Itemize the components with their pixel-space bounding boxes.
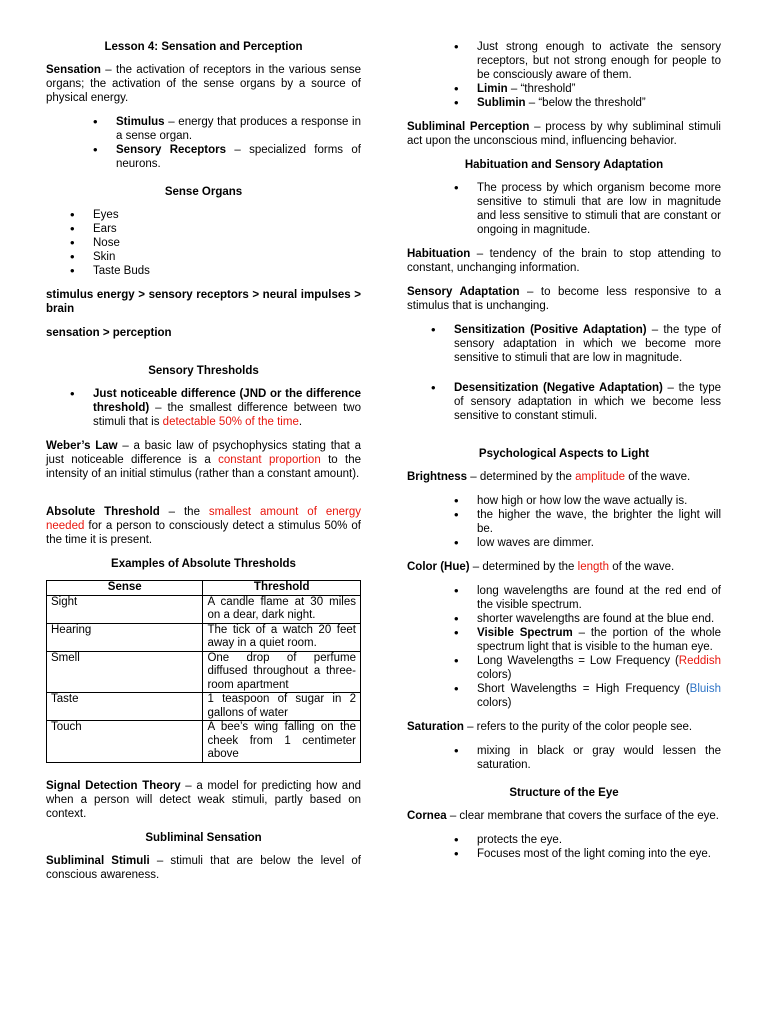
examples-heading: Examples of Absolute Thresholds — [111, 558, 296, 570]
subliminal-bullets — [407, 40, 721, 110]
habituation-definition: Habituation – tendency of the brain to stop attending to constant, unchanging information. — [407, 248, 721, 274]
sense-cell: Hearing — [47, 623, 203, 651]
sense-organs-heading: Sense Organs — [164, 186, 243, 198]
table-row — [47, 721, 361, 763]
eye-structure-heading: Structure of the Eye — [509, 787, 619, 799]
list-item: • Focuses most of the light coming into the eye. — [477, 847, 721, 861]
sense-organs-list — [46, 208, 361, 278]
cornea-bullets — [407, 833, 721, 861]
sense-cell: Taste — [47, 693, 203, 721]
stimulus-chain: stimulus energy > sensory receptors > neural impulses > brain — [46, 289, 361, 315]
list-item: • Skin — [93, 250, 361, 264]
habituation-bullets — [407, 181, 721, 237]
cornea-definition: Cornea – clear membrane that covers the surface of the eye. — [407, 810, 719, 822]
threshold-cell: A bee’s wing falling on the cheek from 1 centimeter above — [203, 721, 361, 763]
absolute-threshold: Absolute Threshold – the smallest amount of energy needed for a person to consciously detect a stimulus 50% of the time it is present. — [46, 506, 361, 546]
subliminal-perception: Subliminal Perception – process by why subliminal stimuli act upon the unconscious mind, influencing behavior. — [407, 121, 721, 147]
list-item: • Stimulus – energy that produces a response in a sense organ. — [116, 115, 361, 143]
thresholds-table — [46, 580, 361, 763]
list-item: • Visible Spectrum – the portion of the whole spectrum light that is visible to the human eye. — [477, 626, 721, 654]
threshold-cell: One drop of perfume diffused throughout a three-room apartment — [203, 651, 361, 693]
habituation-heading: Habituation and Sensory Adaptation — [464, 159, 664, 171]
brightness-definition: Brightness – determined by the amplitude of the wave. — [407, 471, 691, 483]
table-row — [47, 651, 361, 693]
list-item: • Eyes — [93, 208, 361, 222]
list-item: • mixing in black or gray would lessen the saturation. — [477, 744, 721, 772]
sensation-chain: sensation > perception — [46, 327, 172, 339]
table-header-row — [47, 581, 361, 596]
list-item: • Taste Buds — [93, 264, 361, 278]
list-item: • Sensitization (Positive Adaptation) – the type of sensory adaptation in which we become more sensitive to stimuli that are low in magnitude. — [454, 323, 721, 365]
saturation-bullets — [407, 744, 721, 772]
column-header-threshold: Threshold — [203, 581, 361, 596]
signal-detection-theory: Signal Detection Theory – a model for predicting how and when a person will detect weak stimuli, partly based on context. — [46, 779, 361, 820]
sense-cell: Touch — [47, 721, 203, 763]
table-row — [47, 623, 361, 651]
list-item: • the higher the wave, the brighter the light will be. — [477, 508, 721, 536]
list-item: • Just strong enough to activate the sensory receptors, but not strong enough for people to be consciously aware of them. — [477, 40, 721, 82]
list-item: • Sublimin – “below the threshold” — [477, 96, 721, 110]
light-heading: Psychological Aspects to Light — [478, 448, 650, 460]
threshold-cell: A candle flame at 30 miles on a dear, dark night. — [203, 595, 361, 623]
list-item: • The process by which organism become more sensitive to stimuli that are low in magnitude and less sensitive to stimuli that are constant or ongoing in magnitude. — [477, 181, 721, 237]
list-item: • low waves are dimmer. — [477, 536, 721, 550]
webers-law: Weber’s Law – a basic law of psychophysics stating that a just noticeable difference is a constant proportion to the intensity of an initial stimulus (rather than a constant amount). — [46, 440, 362, 480]
sense-cell: Sight — [47, 595, 203, 623]
subliminal-sensation-heading: Subliminal Sensation — [145, 831, 262, 844]
column-header-sense: Sense — [47, 581, 203, 596]
list-item: • shorter wavelengths are found at the blue end. — [477, 612, 721, 626]
list-item: • long wavelengths are found at the red end of the visible spectrum. — [477, 584, 721, 612]
threshold-cell: The tick of a watch 20 feet away in a quiet room. — [203, 623, 361, 651]
color-bullets — [407, 584, 721, 710]
sensory-adaptation-definition: Sensory Adaptation – to become less responsive to a stimulus that is unchanging. — [407, 286, 721, 312]
list-item: • Sensory Receptors – specialized forms of neurons. — [116, 143, 361, 171]
right-column — [407, 40, 721, 871]
sensation-definition: Sensation – the activation of receptors in the various sense organs; the activation of the sense organs by a source of physical energy. — [46, 64, 361, 104]
sensation-bullets — [46, 115, 361, 171]
list-item: • protects the eye. — [477, 833, 721, 847]
sensitization-bullets — [407, 323, 721, 365]
saturation-definition: Saturation – refers to the purity of the color people see. — [407, 721, 693, 733]
jnd-bullet — [46, 387, 361, 429]
table-row — [47, 693, 361, 721]
color-hue-definition: Color (Hue) – determined by the length of the wave. — [407, 561, 675, 573]
threshold-cell: 1 teaspoon of sugar in 2 gallons of water — [203, 693, 361, 721]
list-item: • Desensitization (Negative Adaptation) – the type of sensory adaptation in which we become less sensitive to constant stimuli. — [454, 381, 721, 423]
sense-cell: Smell — [47, 651, 203, 693]
sensory-thresholds-heading: Sensory Thresholds — [148, 365, 259, 377]
list-item: • Nose — [93, 236, 361, 250]
list-item: • Long Wavelengths = Low Frequency (Reddish colors) — [477, 654, 721, 682]
left-column — [46, 40, 361, 892]
list-item: • Limin – “threshold” — [477, 82, 721, 96]
list-item: • Just noticeable difference (JND or the difference threshold) – the smallest difference between two stimuli that is detectable 50% of the time. — [93, 387, 361, 429]
desensitization-bullets — [407, 381, 721, 423]
list-item: • how high or how low the wave actually is. — [477, 494, 721, 508]
brightness-bullets — [407, 494, 721, 550]
list-item: • Short Wavelengths = High Frequency (Bluish colors) — [477, 682, 721, 710]
table-row — [47, 595, 361, 623]
lesson-title: Lesson 4: Sensation and Perception — [104, 41, 303, 53]
list-item: • Ears — [93, 222, 361, 236]
subliminal-stimuli: Subliminal Stimuli – stimuli that are below the level of conscious awareness. — [46, 854, 361, 881]
